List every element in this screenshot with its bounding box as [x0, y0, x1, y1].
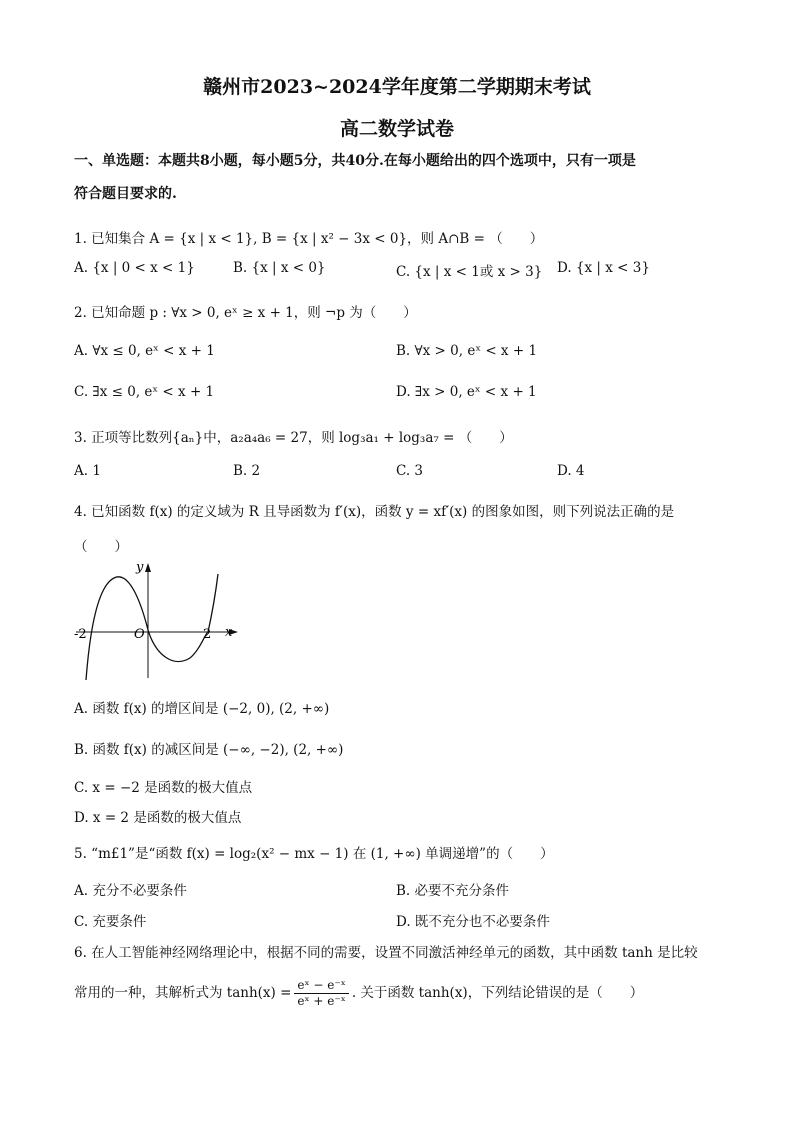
tanh-numerator: eˣ − e⁻ˣ — [294, 978, 348, 994]
section-heading-line2: 符合题目要求的. — [74, 186, 177, 202]
tanh-fraction — [294, 978, 348, 1009]
exam-title: 赣州市2023~2024学年度第二学期期末考试 — [203, 76, 591, 98]
question-4-stem-brackets: （ ） — [74, 539, 128, 555]
tick-label-2: 2 — [203, 627, 212, 642]
y-axis-label: y — [136, 560, 144, 575]
question-1-option-b: B. {x | x < 0} — [233, 260, 326, 276]
question-1-option-c: C. {x | x < 1或 x > 3} — [396, 264, 543, 280]
question-5-option-d: D. 既不充分也不必要条件 — [396, 914, 550, 930]
question-1-option-d: D. {x | x < 3} — [557, 260, 650, 276]
tanh-denominator: eˣ + e⁻ˣ — [297, 994, 346, 1008]
question-4-option-a: A. 函数 f(x) 的增区间是 (−2, 0), (2, +∞) — [74, 701, 330, 717]
question-5-stem: 5. “m£1”是“函数 f(x) = log₂(x² − mx − 1) 在 (1, +∞) 单调递增”的（ ） — [74, 846, 554, 862]
curve-y-xfprime — [86, 574, 218, 680]
question-1-stem: 1. 已知集合 A = {x | x < 1}, B = {x | x² − 3x < 0}，则 A∩B = （ ） — [74, 231, 544, 247]
question-3-option-b: B. 2 — [233, 463, 261, 479]
question-3-option-a: A. 1 — [74, 463, 101, 479]
question-4-stem: 4. 已知函数 f(x) 的定义域为 R 且导函数为 f′(x)，函数 y = xf′(x) 的图象如图，则下列说法正确的是 — [74, 504, 675, 520]
question-2-option-a: A. ∀x ≤ 0, eˣ < x + 1 — [74, 343, 215, 359]
question-6-formula-suffix: . 关于函数 tanh(x)，下列结论错误的是（ ） — [351, 985, 644, 1001]
question-4-option-b: B. 函数 f(x) 的减区间是 (−∞, −2), (2, +∞) — [74, 742, 344, 758]
question-3-option-d: D. 4 — [557, 463, 585, 479]
section-heading-line1: 一、单选题：本题共8小题，每小题5分，共40分.在每小题给出的四个选项中，只有一项是 — [74, 153, 636, 169]
question-2-stem: 2. 已知命题 p : ∀x > 0, eˣ ≥ x + 1，则 ¬p 为（ ） — [74, 305, 417, 321]
origin-label: O — [134, 627, 145, 642]
question-3-option-c: C. 3 — [396, 463, 424, 479]
question-4-option-c: C. x = −2 是函数的极大值点 — [74, 780, 253, 796]
exam-subtitle: 高二数学试卷 — [339, 118, 454, 140]
question-3-stem: 3. 正项等比数列{aₙ}中，a₂a₄a₆ = 27，则 log₃a₁ + log₃a₇ = （ ） — [74, 430, 513, 446]
question-2-option-b: B. ∀x > 0, eˣ < x + 1 — [396, 343, 538, 359]
question-5-option-b: B. 必要不充分条件 — [396, 883, 510, 899]
question-6-formula-line — [74, 978, 643, 1009]
question-1-option-a: A. {x | 0 < x < 1} — [74, 260, 195, 276]
derivative-graph — [72, 558, 242, 683]
question-4-option-d: D. x = 2 是函数的极大值点 — [74, 810, 242, 826]
x-axis-label: x — [225, 625, 233, 640]
question-2-option-c: C. ∃x ≤ 0, eˣ < x + 1 — [74, 384, 215, 400]
question-6-formula-prefix: 常用的一种，其解析式为 tanh(x) = — [74, 985, 292, 1001]
y-axis-arrow-icon — [145, 563, 151, 572]
question-5-option-a: A. 充分不必要条件 — [74, 883, 187, 899]
question-6-stem: 6. 在人工智能神经网络理论中，根据不同的需要，设置不同激活神经单元的函数，其中函数 tanh 是比较 — [74, 945, 698, 961]
question-2-option-d: D. ∃x > 0, eˣ < x + 1 — [396, 384, 537, 400]
tick-label-neg2: -2 — [74, 627, 87, 642]
question-5-option-c: C. 充要条件 — [74, 914, 147, 930]
